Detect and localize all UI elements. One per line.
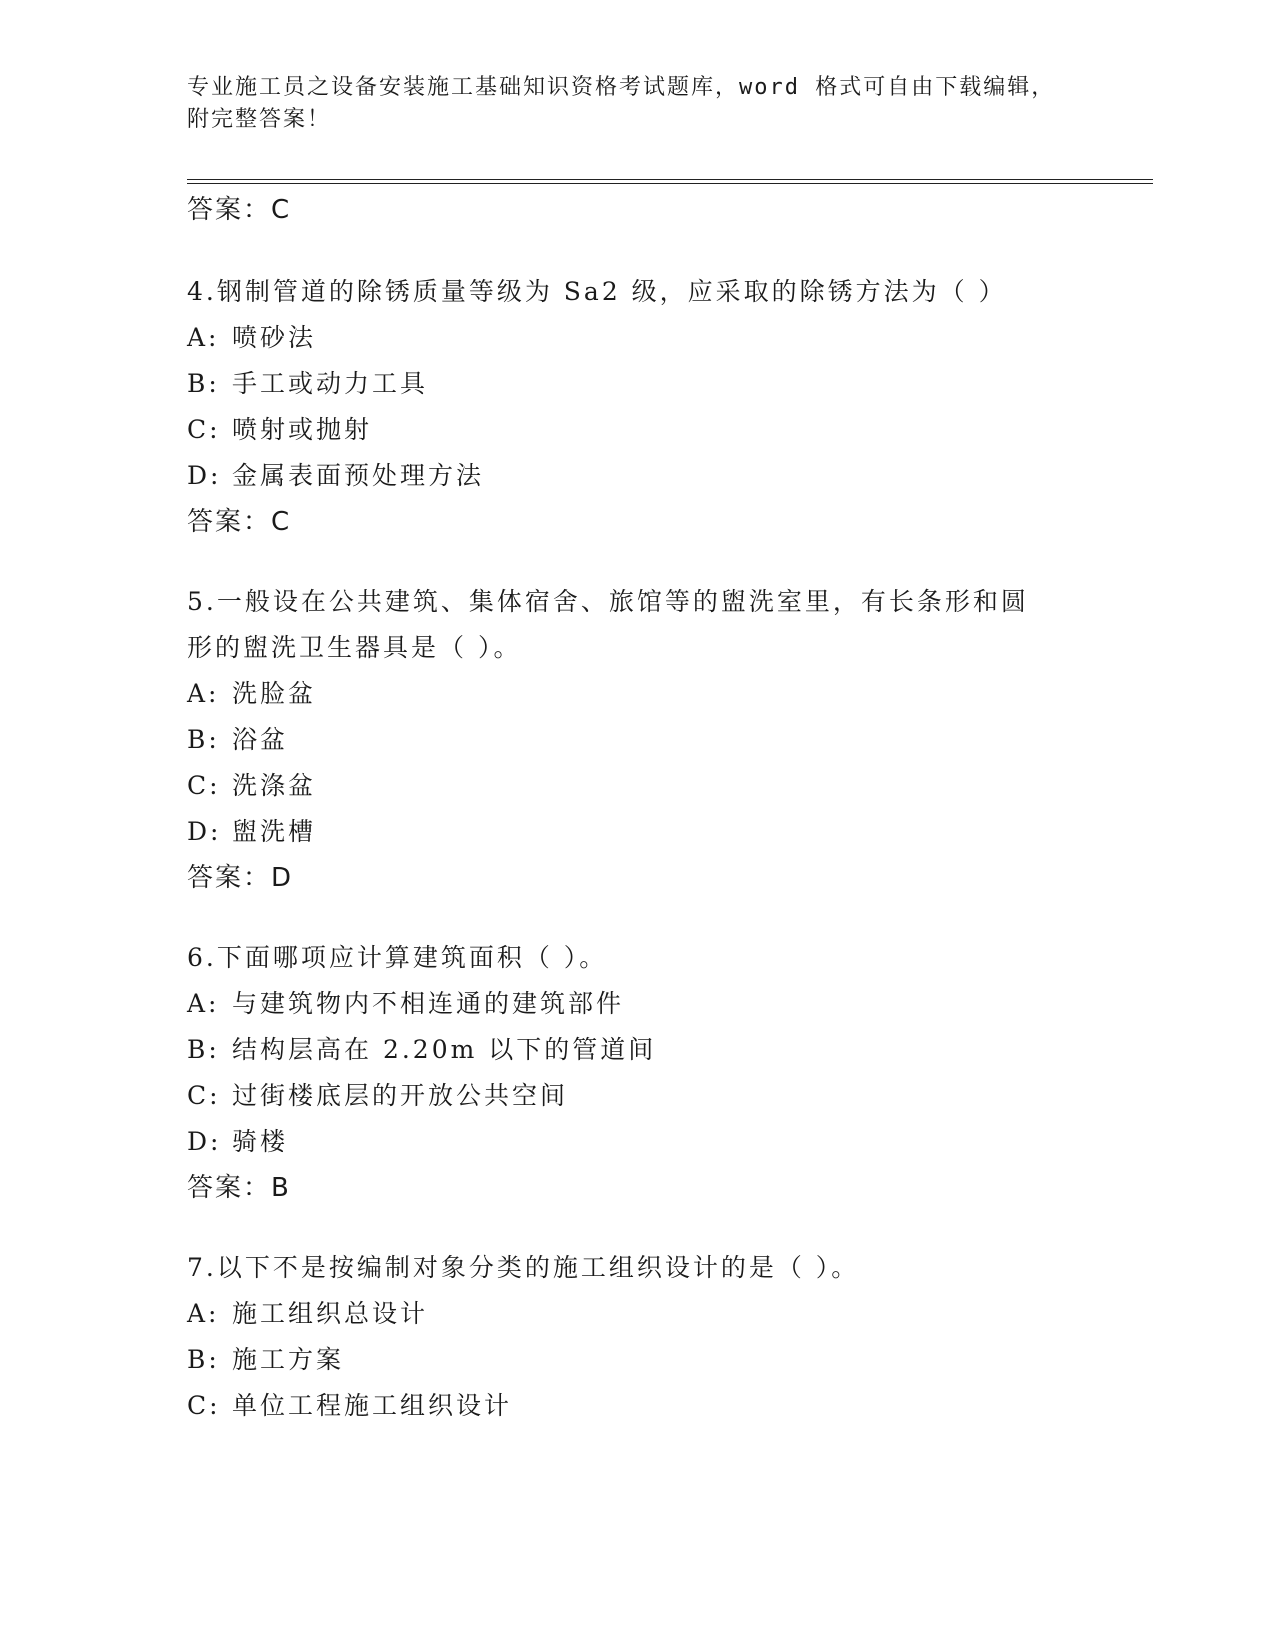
option-key: B: [187, 1345, 220, 1374]
answer-line: 答案：C [187, 195, 292, 225]
option-c [187, 763, 1147, 809]
option-text: 施工方案 [232, 1345, 345, 1374]
option-key: B: [187, 1035, 220, 1064]
question-list [187, 187, 1147, 1429]
option-a [187, 671, 1147, 717]
option-key: B: [187, 725, 220, 754]
option-text: 浴盆 [232, 725, 289, 754]
option-b [187, 1337, 1147, 1383]
question-stem: 4.钢制管道的除锈质量等级为 Sa2 级，应采取的除锈方法为（ ） [187, 277, 1007, 306]
option-text: 结构层高在 2.20m 以下的管道间 [232, 1035, 657, 1064]
option-key: A: [187, 679, 220, 708]
question-stem: 7.以下不是按编制对象分类的施工组织设计的是（ ）。 [187, 1253, 860, 1282]
option-d [187, 1119, 1147, 1165]
answer-line: 答案：B [187, 1173, 291, 1203]
header-line-2: 附完整答案！ [187, 107, 332, 132]
option-key: D: [187, 1127, 222, 1156]
option-d [187, 453, 1147, 499]
option-c [187, 1073, 1147, 1119]
document-header [187, 72, 1067, 136]
option-a [187, 315, 1147, 361]
header-divider-bottom [187, 183, 1153, 184]
option-d [187, 809, 1147, 855]
option-b [187, 1027, 1147, 1073]
question-item [187, 1245, 1147, 1429]
option-text: 骑楼 [232, 1127, 289, 1156]
option-text: 喷砂法 [232, 323, 317, 352]
option-key: A: [187, 989, 220, 1018]
question-item [187, 579, 1147, 901]
option-b [187, 361, 1147, 407]
option-text: 盥洗槽 [232, 817, 317, 846]
question-item [187, 269, 1147, 545]
header-divider-top [187, 179, 1153, 180]
option-key: C: [187, 771, 221, 800]
option-key: B: [187, 369, 220, 398]
option-key: A: [187, 1299, 220, 1328]
option-key: C: [187, 1081, 221, 1110]
option-a [187, 1291, 1147, 1337]
question-stem-line-2: 形的盥洗卫生器具是（ ）。 [187, 633, 522, 662]
option-text: 与建筑物内不相连通的建筑部件 [232, 989, 625, 1018]
option-key: A: [187, 323, 220, 352]
answer-line: 答案：D [187, 863, 294, 893]
option-b [187, 717, 1147, 763]
option-c [187, 1383, 1147, 1429]
option-key: D: [187, 817, 222, 846]
option-text: 洗涤盆 [232, 771, 317, 800]
option-key: D: [187, 461, 222, 490]
question-stem: 6.下面哪项应计算建筑面积（ ）。 [187, 943, 608, 972]
option-text: 过街楼底层的开放公共空间 [232, 1081, 569, 1110]
option-key: C: [187, 1391, 221, 1420]
option-text: 手工或动力工具 [232, 369, 429, 398]
option-c [187, 407, 1147, 453]
option-text: 施工组织总设计 [232, 1299, 429, 1328]
header-line-1: 专业施工员之设备安装施工基础知识资格考试题库，word 格式可自由下载编辑， [187, 75, 1056, 100]
option-key: C: [187, 415, 221, 444]
option-text: 洗脸盆 [232, 679, 317, 708]
question-item [187, 935, 1147, 1211]
option-text: 单位工程施工组织设计 [232, 1391, 513, 1420]
option-text: 喷射或抛射 [232, 415, 373, 444]
question-stem-line-1: 5.一般设在公共建筑、集体宿舍、旅馆等的盥洗室里，有长条形和圆 [187, 587, 1029, 616]
answer-line: 答案：C [187, 507, 292, 537]
option-a [187, 981, 1147, 1027]
option-text: 金属表面预处理方法 [232, 461, 485, 490]
